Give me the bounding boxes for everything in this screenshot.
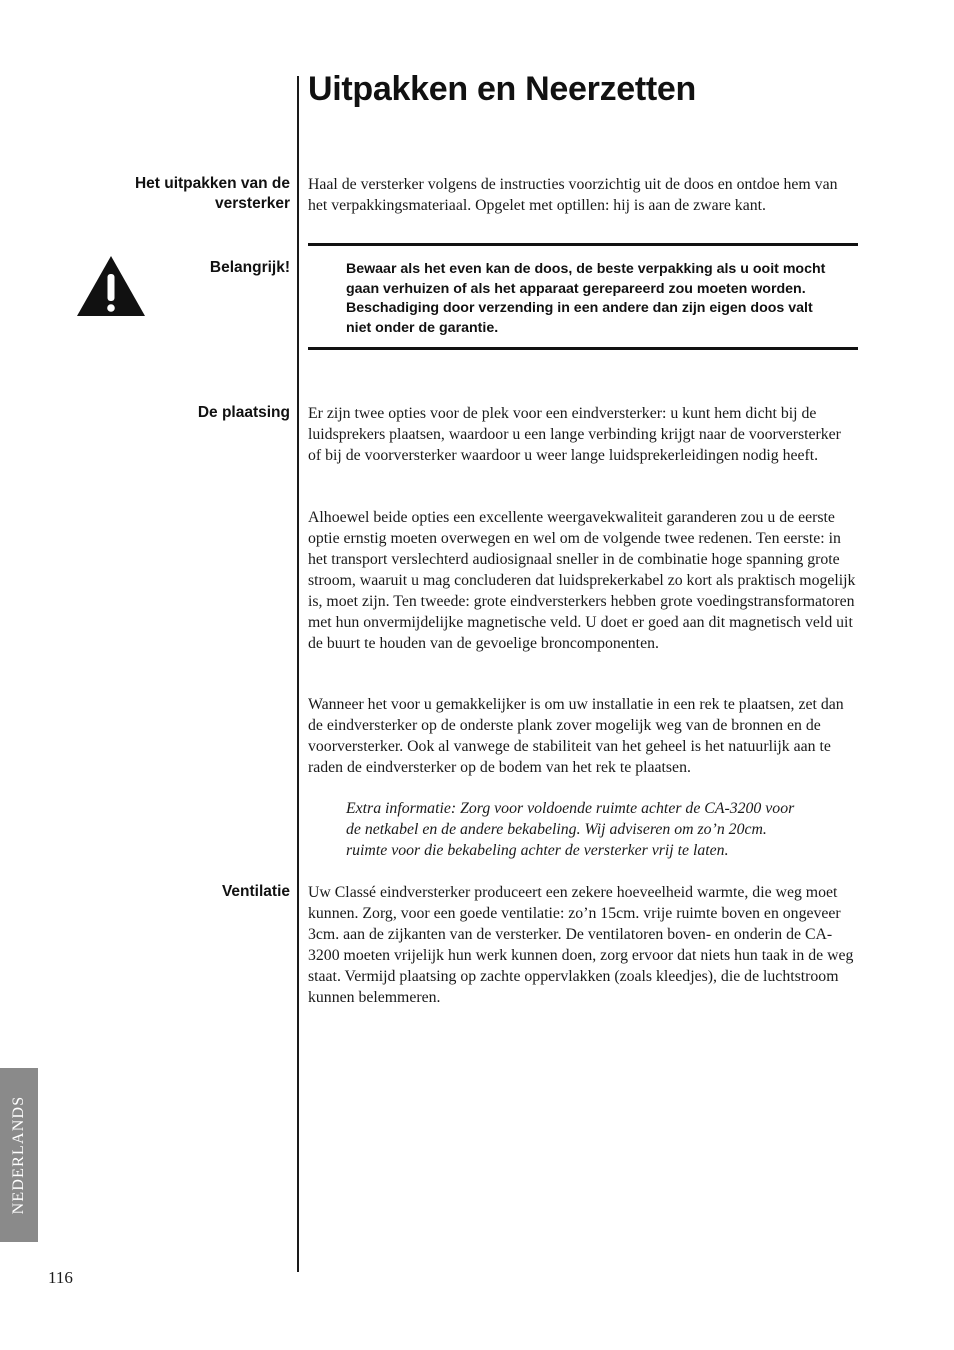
- placement-paragraph-2: Alhoewel beide opties een excellente weergavekwaliteit garanderen zou u de eerste optie ernstig moeten overwegen en wel om de volgende twee redenen. Ten eerste: in het transport verslechterd audiosignaal sneller in de combinatie hoge spanning grote stroom, waaruit u mag concluderen dat luidsprekerkabel zo kort als praktisch mogelijk is, moet zijn. Ten tweede: grote eindversterkers hebben grote voedingstransformatoren met hun onvermijdelijke magnetische veld. U doet er goed aan dit magnetisch veld uit de buurt te houden van de gevoelige broncomponenten.: [308, 509, 856, 652]
- placement-paragraph-1: Er zijn twee opties voor de plek voor een eindversterker: u kunt hem dicht bij de luidsprekers plaatsen, waardoor u een lange verbinding krijgt naar de voorversterker of bij de voorversterker waardoor u weer lange luidsprekerleidingen nodig heeft.: [308, 405, 841, 464]
- language-tab-label: NEDERLANDS: [10, 1095, 27, 1215]
- section-label-ventilation: Ventilatie: [221, 883, 290, 900]
- page-number: 116: [48, 1268, 73, 1287]
- placement-paragraph-3: Wanneer het voor u gemakkelijker is om uw installatie in een rek te plaatsen, zet dan de eindversterker op de onderste plank zover mogelijk weg van de bronnen en de voorversterker. Ook al vanwege de stabiliteit van het geheel is het natuurlijk aan te raden de eindversterker op de bodem van het rek te plaatsen.: [308, 696, 844, 776]
- language-tab: [0, 1068, 38, 1242]
- section-label-unpacking: Het uitpakken van de versterker: [134, 175, 290, 212]
- page-title: Uitpakken en Neerzetten: [308, 70, 697, 108]
- warning-text: Bewaar als het even kan de doos, de beste verpakking als u ooit mocht gaan verhuizen of als het apparaat gerepareerd zou moeten worden. Beschadiging door verzending in een andere dan zijn eigen doos valt niet onder de garantie.: [346, 261, 826, 336]
- warning-box: [308, 243, 858, 350]
- unpacking-text: Haal de versterker volgens de instructies voorzichtig uit de doos en ontdoe hem van het verpakkingsmateriaal. Opgelet met optillen: hij is aan de zware kant.: [308, 176, 838, 214]
- section-label-placement: De plaatsing: [197, 404, 290, 421]
- placement-note: Extra informatie: Zorg voor voldoende ruimte achter de CA-3200 voor de netkabel en de andere bekabeling. Wij adviseren om zo’n 20cm. ruimte voor die bekabeling achter de versterker vrij te laten.: [346, 800, 795, 859]
- vertical-rule: [297, 76, 299, 1272]
- section-label-important: Belangrijk!: [209, 259, 290, 276]
- warning-triangle-icon: [76, 254, 146, 318]
- ventilation-text: Uw Classé eindversterker produceert een zekere hoeveelheid warmte, die weg moet kunnen. Zorg, voor een goede ventilatie: zo’n 15cm. vrije ruimte boven en ongeveer 3cm. aan de zijkanten van de versterker. De ventilatoren boven- en onderin de CA-3200 moeten vrijelijk hun werk kunnen doen, zorg ervoor dat niets hun taak in de weg staat. Vermijd plaatsing op zachte oppervlakken (zoals kleedjes), die de luchtstroom kunnen belemmeren.: [308, 884, 854, 1006]
